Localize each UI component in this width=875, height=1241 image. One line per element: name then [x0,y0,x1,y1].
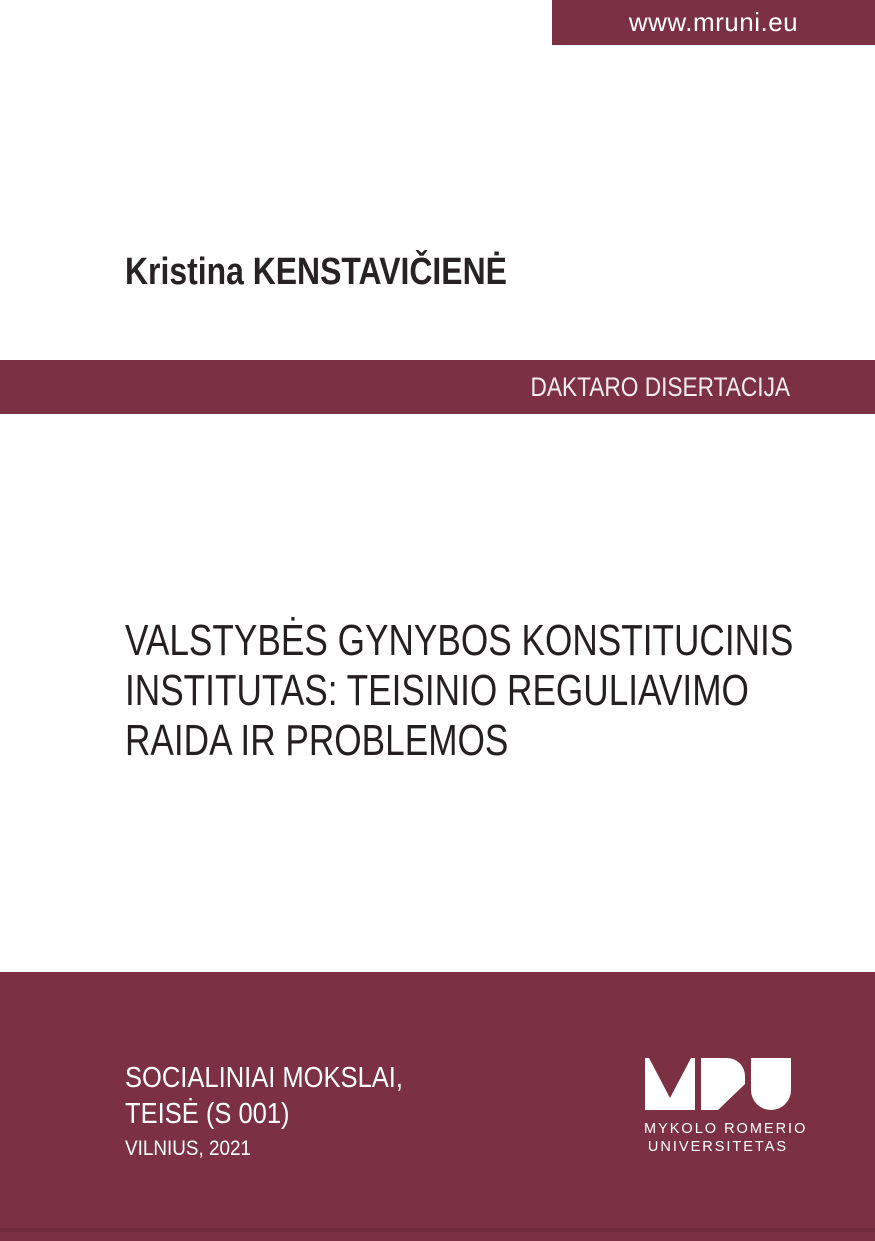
university-url-banner [552,0,875,45]
dissertation-type-label: DAKTARO DISERTACIJA [530,371,790,402]
city-year: VILNIUS, 2021 [125,1137,252,1160]
university-url-label: www.mruni.eu [628,7,799,37]
mru-logo-letters [644,1058,792,1110]
mru-logo-r-icon [701,1058,745,1110]
mru-logo-u-icon [751,1058,791,1110]
university-name [644,1120,808,1156]
dissertation-type-band [0,360,875,414]
university-name-line: MYKOLO ROMERIO [644,1121,808,1137]
science-field-line: SOCIALINIAI MOKSLAI, [125,1062,403,1094]
author-name: Kristina KENSTAVIČIENĖ [125,251,507,293]
dissertation-title-line: INSTITUTAS: TEISINIO REGULIAVIMO [125,666,749,715]
science-field [125,1060,403,1132]
mru-logo-m-icon [645,1058,695,1110]
dissertation-title-line: RAIDA IR PROBLEMOS [125,716,509,765]
university-name-line: UNIVERSITETAS [647,1139,789,1155]
footer-block [0,972,875,1241]
page-edge-shadow [0,1228,875,1232]
mru-logo [644,1058,808,1156]
dissertation-title-line: VALSTYBĖS GYNYBOS KONSTITUCINIS [125,616,794,665]
science-field-line: TEISĖ (S 001) [125,1098,290,1130]
dissertation-title [125,616,793,766]
